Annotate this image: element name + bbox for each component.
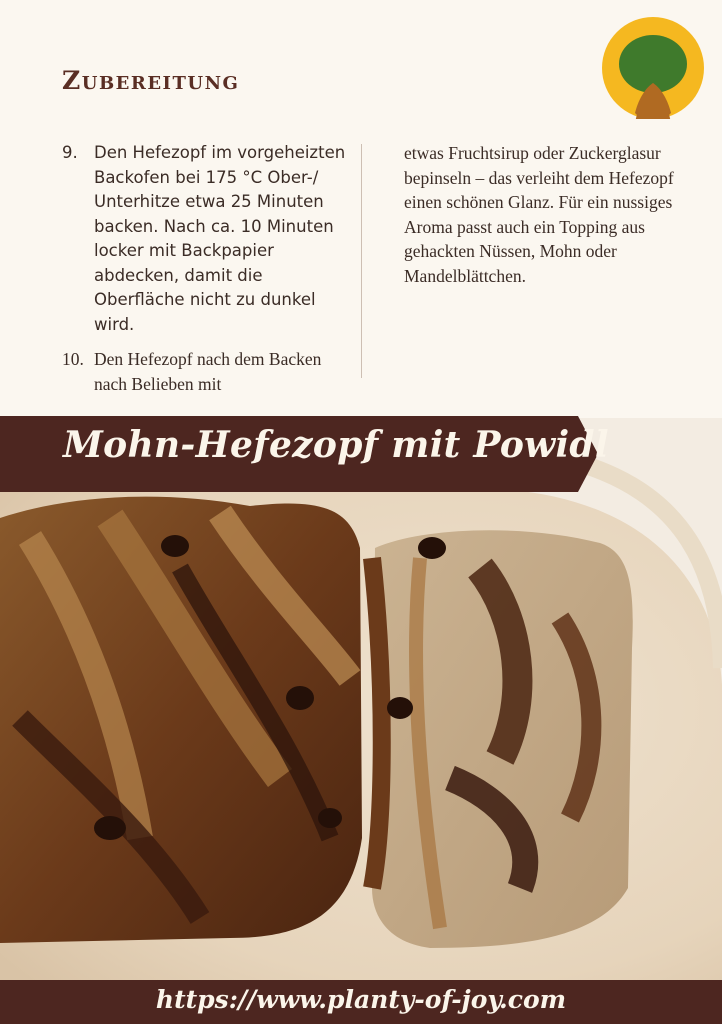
step-continuation-text: etwas Fruchtsirup oder Zuckerglasur bepinseln – das verleiht dem Hefezopf einen schönen Glanz. Für ein nussiges Aroma passt auch ein Topping aus gehackten Nüssen, Mohn oder Mandelblättchen. [404, 143, 674, 286]
website-link[interactable]: https://www.planty-of-joy.com [155, 985, 567, 1014]
step-number: 10. [62, 349, 84, 369]
tree-logo-icon [602, 17, 704, 119]
section-title: Zubereitung [62, 66, 240, 95]
instructions-left-column [62, 141, 347, 406]
column-divider [361, 144, 362, 378]
step-number: 9. [62, 143, 78, 162]
instructions-right-column [404, 141, 684, 288]
step-text: Den Hefezopf nach dem Backen nach Belieben mit [94, 349, 322, 394]
recipe-photo [0, 418, 722, 980]
step-9 [62, 141, 347, 337]
step-text: Den Hefezopf im vorgeheizten Backofen bei 175 °C Ober-/ Unterhitze etwa 25 Minuten backen. Nach ca. 10 Minuten locker mit Backpapier abdecken, damit die Oberfläche nicht zu dunkel wird. [94, 143, 346, 334]
recipe-title: Mohn-Hefezopf mit Powidl [63, 424, 609, 466]
step-10 [62, 347, 347, 396]
